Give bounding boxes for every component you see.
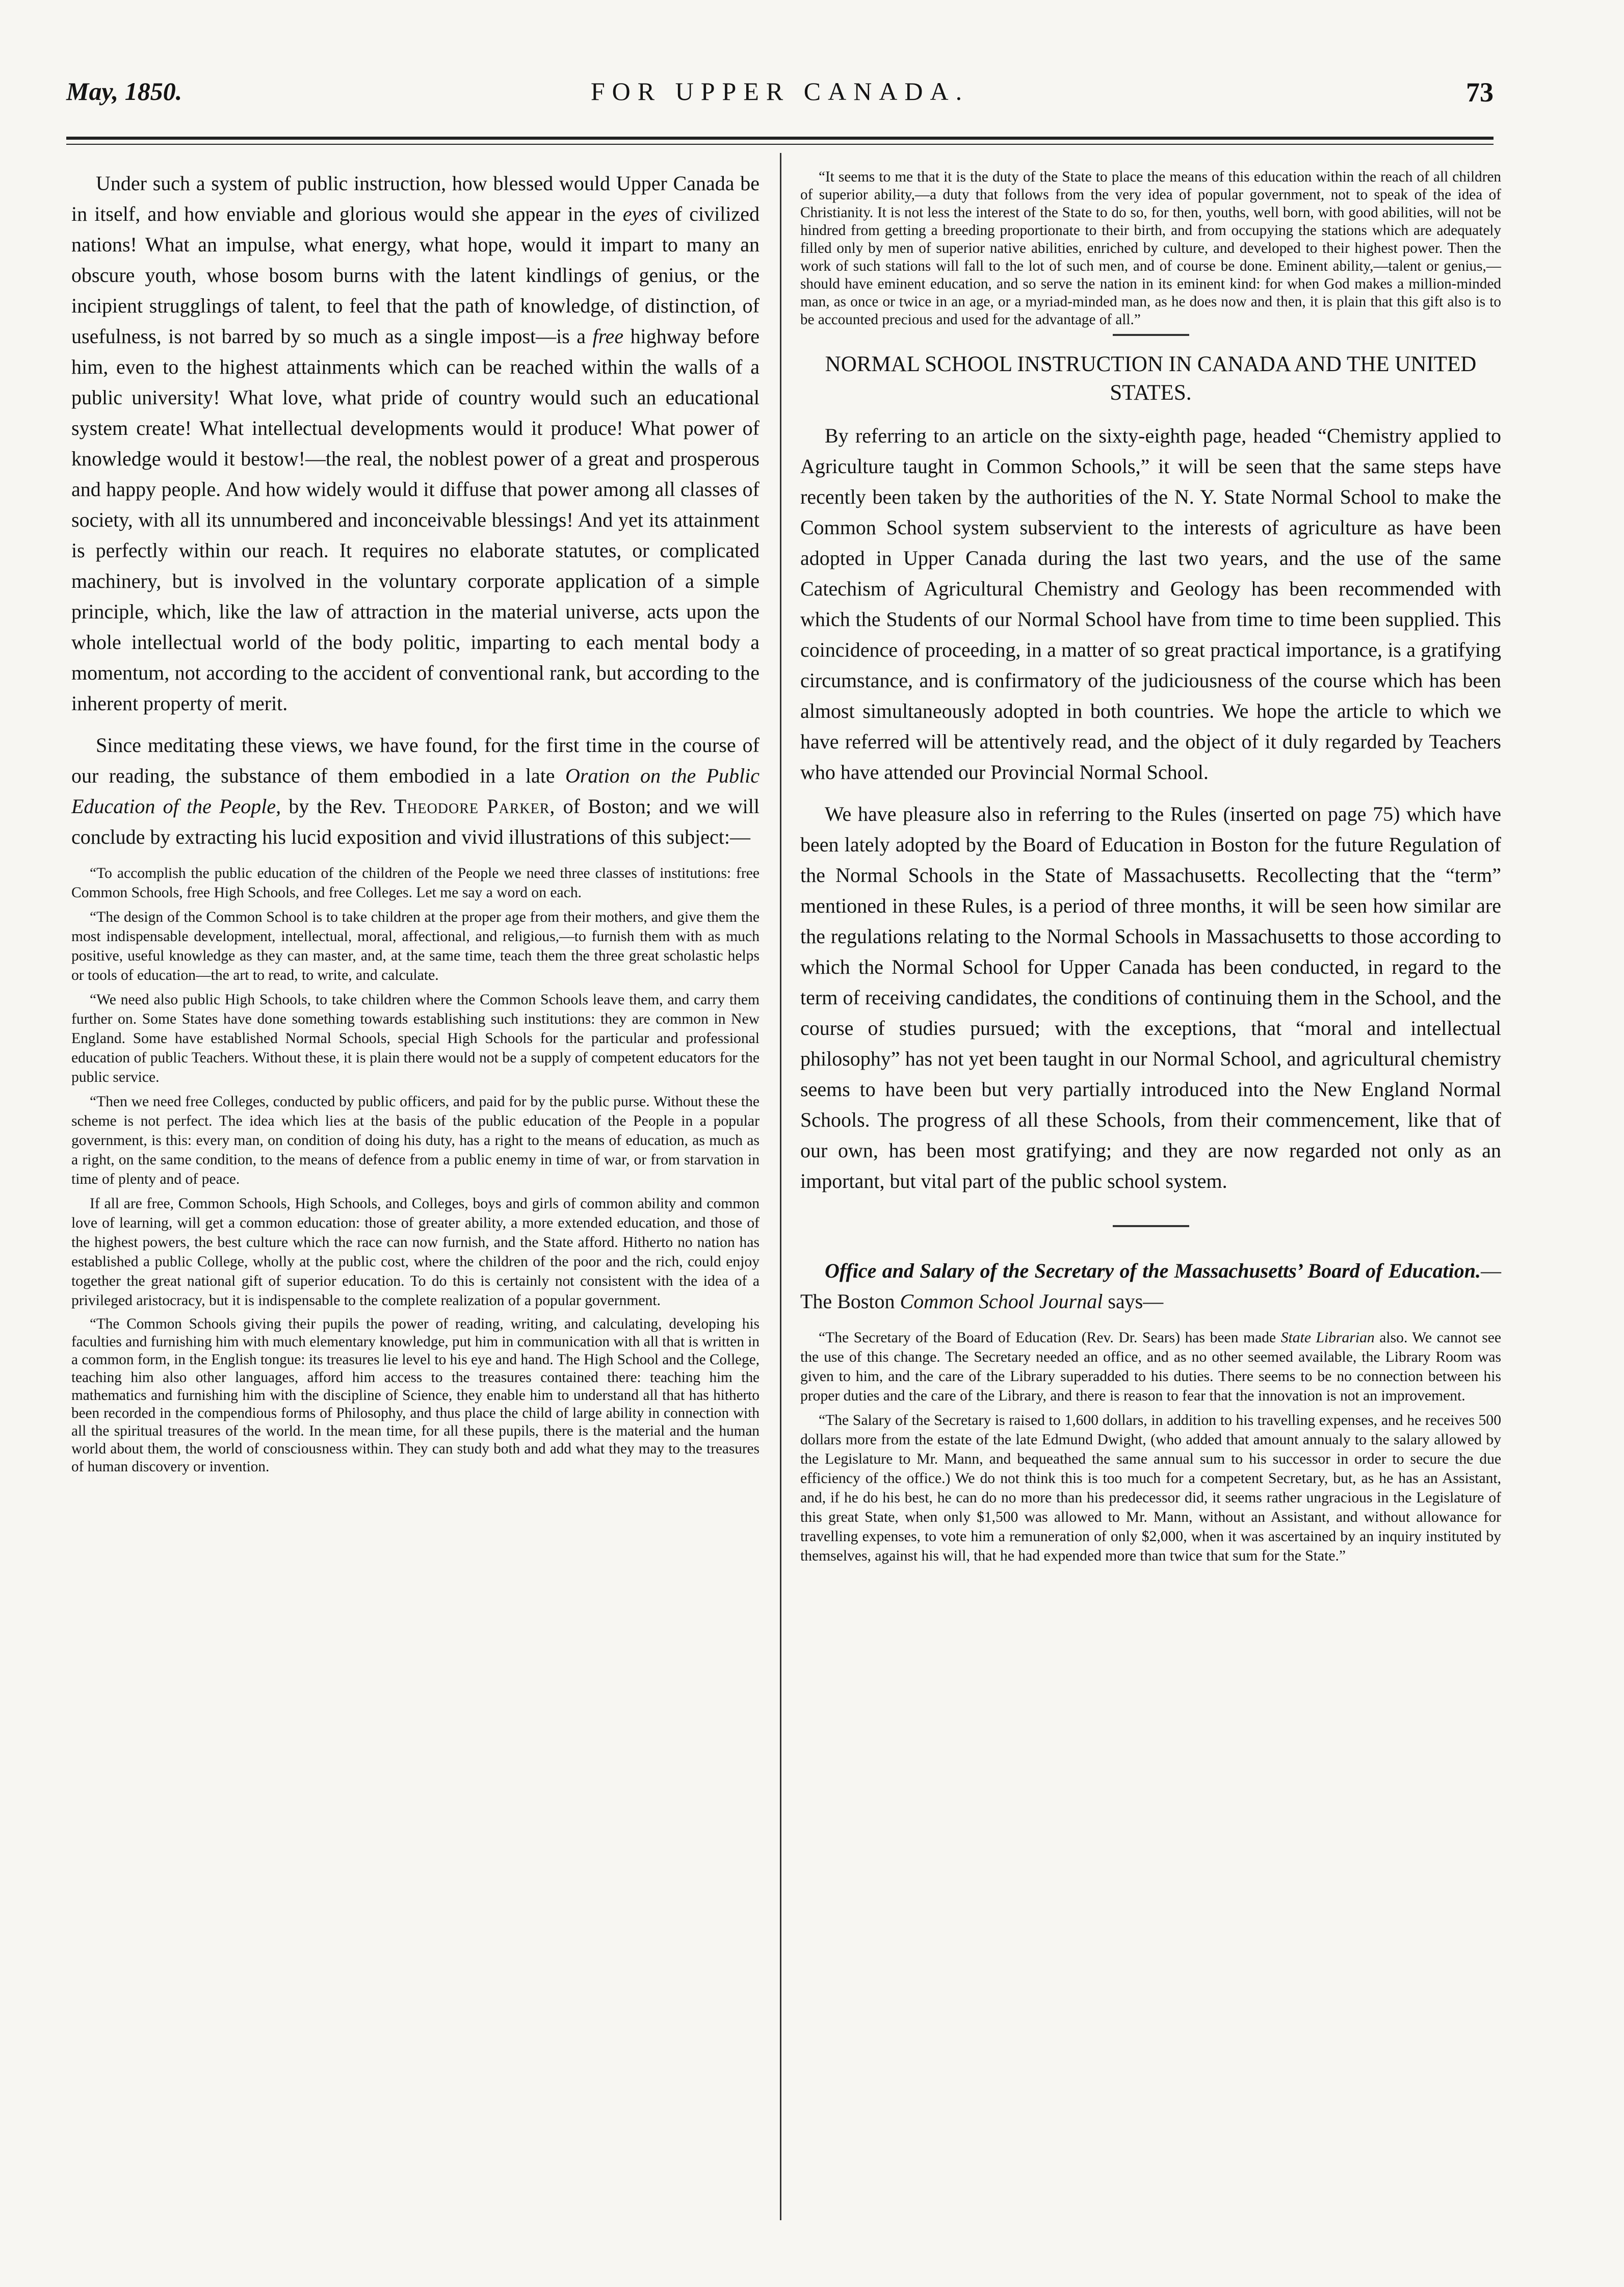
left-column: [71, 168, 759, 1481]
section-heading: NORMAL SCHOOL INSTRUCTION IN CANADA AND THE UNITED STATES.: [825, 352, 1477, 405]
office-salary-lead: Office and Salary of the Secretary of the Massachusetts’ Board of Education.—The Boston Common School Journal says—: [800, 1259, 1501, 1313]
quotation: “To accomplish the public education of the children of the People we need three classes of institutions: free Common Schools, free High Schools, and free Colleges. Let me say a word on each.: [71, 865, 759, 901]
quotation: “The Common Schools giving their pupils the power of reading, writing, and calculating, developing his faculties and furnishing him with much elementary knowledge, put him in communication with all that is written in a common form, in the English tongue: its treasures lie level to his eye and hand. The High School and the College, teaching him also other languages, afford him access to the treasures contained there: teaching him the mathematics and furnishing him with the discipline of Science, they enable him to understand all that has hitherto been recorded in the compendious forms of Philosophy, and thus place the child of large ability in connection with all the spiritual treasures of the world. In the mean time, for all these pupils, there is the material and the human world about them, the world of consciousness within. They can study both and add what they may to the treasures of human discovery or invention.: [71, 1316, 759, 1475]
paragraph: Under such a system of public instruction, how blessed would Upper Canada be in itself, and how enviable and glorious would she appear in the eyes of civilized nations! What an impulse, what energy, what hope, would it impart to many an obscure youth, whose bosom burns with the latent kindlings of genius, or the incipient strugglings of talent, to feel that the path of knowledge, of distinction, of usefulness, is not barred by so much as a single impost—is a free highway before him, even to the highest attainments which can be reached within the walls of a public university! What love, what pride of country would such an educational system create! What intellectual developments would it produce! What power of knowledge would it bestow!—the real, the noblest power of a great and prosperous and happy people. And how widely would it diffuse that power among all classes of society, with all its unnumbered and inconceivable blessings! And yet its attainment is perfectly within our reach. It requires no elaborate statutes, or complicated machinery, but is involved in the voluntary corporate application of a simple principle, which, like the law of attraction in the material universe, acts upon the whole intellectual world of the body politic, imparting to each mental body a momentum, not according to the accident of conventional rank, but according to the inherent property of merit.: [71, 172, 759, 715]
page-header: [66, 76, 1494, 117]
quotation: “Then we need free Colleges, conducted by public officers, and paid for by the public purse. Without these the scheme is not perfect. The idea which lies at the basis of the public education of the People in a popular government, is this: every man, on condition of doing his duty, has a right to the means of education, as much as a right, on the same condition, to the means of defence from a public enemy in time of war, or from starvation in time of plenty and of peace.: [71, 1094, 759, 1187]
right-column: [800, 168, 1501, 1571]
section-rule: [1113, 1225, 1189, 1227]
paragraph: By referring to an article on the sixty-eighth page, headed “Chemistry applied to Agriculture taught in Common Schools,” it will be seen that the same steps have recently been taken by the authorities of the N. Y. State Normal School to make the Common School system subservient to the interests of agriculture as have been adopted in Upper Canada during the last two years, and the use of the same Catechism of Agricultural Chemistry and Geology has been recommended with which the Students of our Normal School have from time to time been supplied. This coincidence of proceeding, in a matter of so great practical importance, is a gratifying circumstance, and is confirmatory of the judiciousness of the course which has been almost simultaneously adopted in both countries. We hope the article to which we have referred will be attentively read, and the object of it duly regarded by Teachers who have attended our Provincial Normal School.: [800, 424, 1501, 784]
paragraph: Since meditating these views, we have found, for the first time in the course of our reading, the substance of them embodied in a late Oration on the Public Education of the People, by the Rev. Theodore Parker, of Boston; and we will conclude by extracting his lucid exposition and vivid illustrations of this subject:—: [71, 734, 760, 848]
quotation: “We need also public High Schools, to take children where the Common Schools leave them, and carry them further on. Some States have done something towards establishing such institutions: they are common in New England. Some have established Normal Schools, special High Schools for the particular and professional education of public Teachers. Without these, it is plain there would not be a supply of competent educators for the public service.: [71, 992, 759, 1085]
quotation: “The Salary of the Secretary is raised to 1,600 dollars, in addition to his travelling expenses, and he receives 500 dollars more from the estate of the late Edmund Dwight, (who added that amount annualy to the salary allowed by the Legislature to Mr. Mann, and bequeathed the same annual sum to his successor in order to secure the due efficiency of the office.) We do not think this is too much for a competent Secretary, but, as he has an Assistant, and, if he do his best, he can do no more than his predecessor did, it seems rather ungracious in the Legislature of this great State, when only $1,500 was allowed to Mr. Mann, without an Assistant, and without allowance for travelling expenses, to vote him a remuneration of only $2,000, when it was ascertained by an inquiry instituted by themselves, against his will, that he had expended more than twice that sum for the State.”: [800, 1412, 1501, 1564]
header-rule-thick: [66, 137, 1494, 140]
section-rule: [1113, 334, 1189, 336]
quotation: “The Secretary of the Board of Education (Rev. Dr. Sears) has been made State Librarian also. We cannot see the use of this change. The Secretary needed an office, and as no other seemed available, the Library Room was given to him, and the care of the Library superadded to his duties. There seems to be no connection between his proper duties and the care of the Library, and there is reason to fear that the innovation is not an improvement.: [800, 1330, 1501, 1404]
column-divider: [780, 153, 781, 2220]
header-rule-thin: [66, 144, 1494, 145]
paragraph: We have pleasure also in referring to the Rules (inserted on page 75) which have been lately adopted by the Board of Education in Boston for the future Regulation of the Normal Schools in the State of Massachusetts. Recollecting that the “term” mentioned in these Rules, is a period of three months, it will be seen how similar are the regulations relating to the Normal Schools in Massachusetts to those according to which the Normal School for Upper Canada has been conducted, in regard to the term of receiving candidates, the conditions of continuing them in the School, and the course of studies pursued; with the exceptions, that “moral and intellectual philosophy” has not yet been taught in our Normal School, and agricultural chemistry seems to have been but very partially introduced into the New England Normal Schools. The progress of all these Schools, from their commencement, like that of our own, has been most gratifying; and they are now regarded not only as an important, but vital part of the public school system.: [800, 802, 1501, 1192]
page-number: 73: [1466, 77, 1494, 108]
running-title: FOR UPPER CANADA.: [590, 77, 970, 106]
quotation: “It seems to me that it is the duty of the State to place the means of this education within the reach of all children of superior ability,—a duty that follows from the very idea of popular government, not to speak of the idea of Christianity. It is not less the interest of the State to do so, for then, youths, well born, with good abilities, will not be hindred from getting a breeding proportionate to their birth, and from occupying the stations which are adequately filled only by men of superior native abilities, enriched by culture, and developed to their highest power. Then the work of such stations will fall to the lot of such men, and of course be done. Eminent ability,—talent or genius,—should have eminent education, and so serve the nation in its eminent kind: for when God makes a million-minded man, as once or twice in an age, or a myriad-minded man, as he does now and then, it is plain that this gift also is to be accounted precious and used for the advantage of all.”: [800, 169, 1501, 328]
issue-date: May, 1850.: [66, 77, 182, 106]
quotation: “The design of the Common School is to take children at the proper age from their mothers, and give them the most indispensable development, intellectual, moral, affectional, and religious,—to furnish them with as much positive, useful knowledge as they can master, and, at the same time, teach them the three great scholastic helps or tools of education—the art to read, to write, and calculate.: [71, 909, 759, 983]
quotation: If all are free, Common Schools, High Schools, and Colleges, boys and girls of common ability and common love of learning, will get a common education: those of greater ability, a more extended education, and those of the highest powers, the best culture which the race can now furnish, and the State afford. Hitherto no nation has established a public College, wholly at the public cost, where the children of the poor and the rich, could enjoy together the great national gift of superior education. To do this is certainly not consistent with the idea of a privileged aristocracy, but it is indispensable to the complete realization of a popular government.: [71, 1196, 759, 1309]
